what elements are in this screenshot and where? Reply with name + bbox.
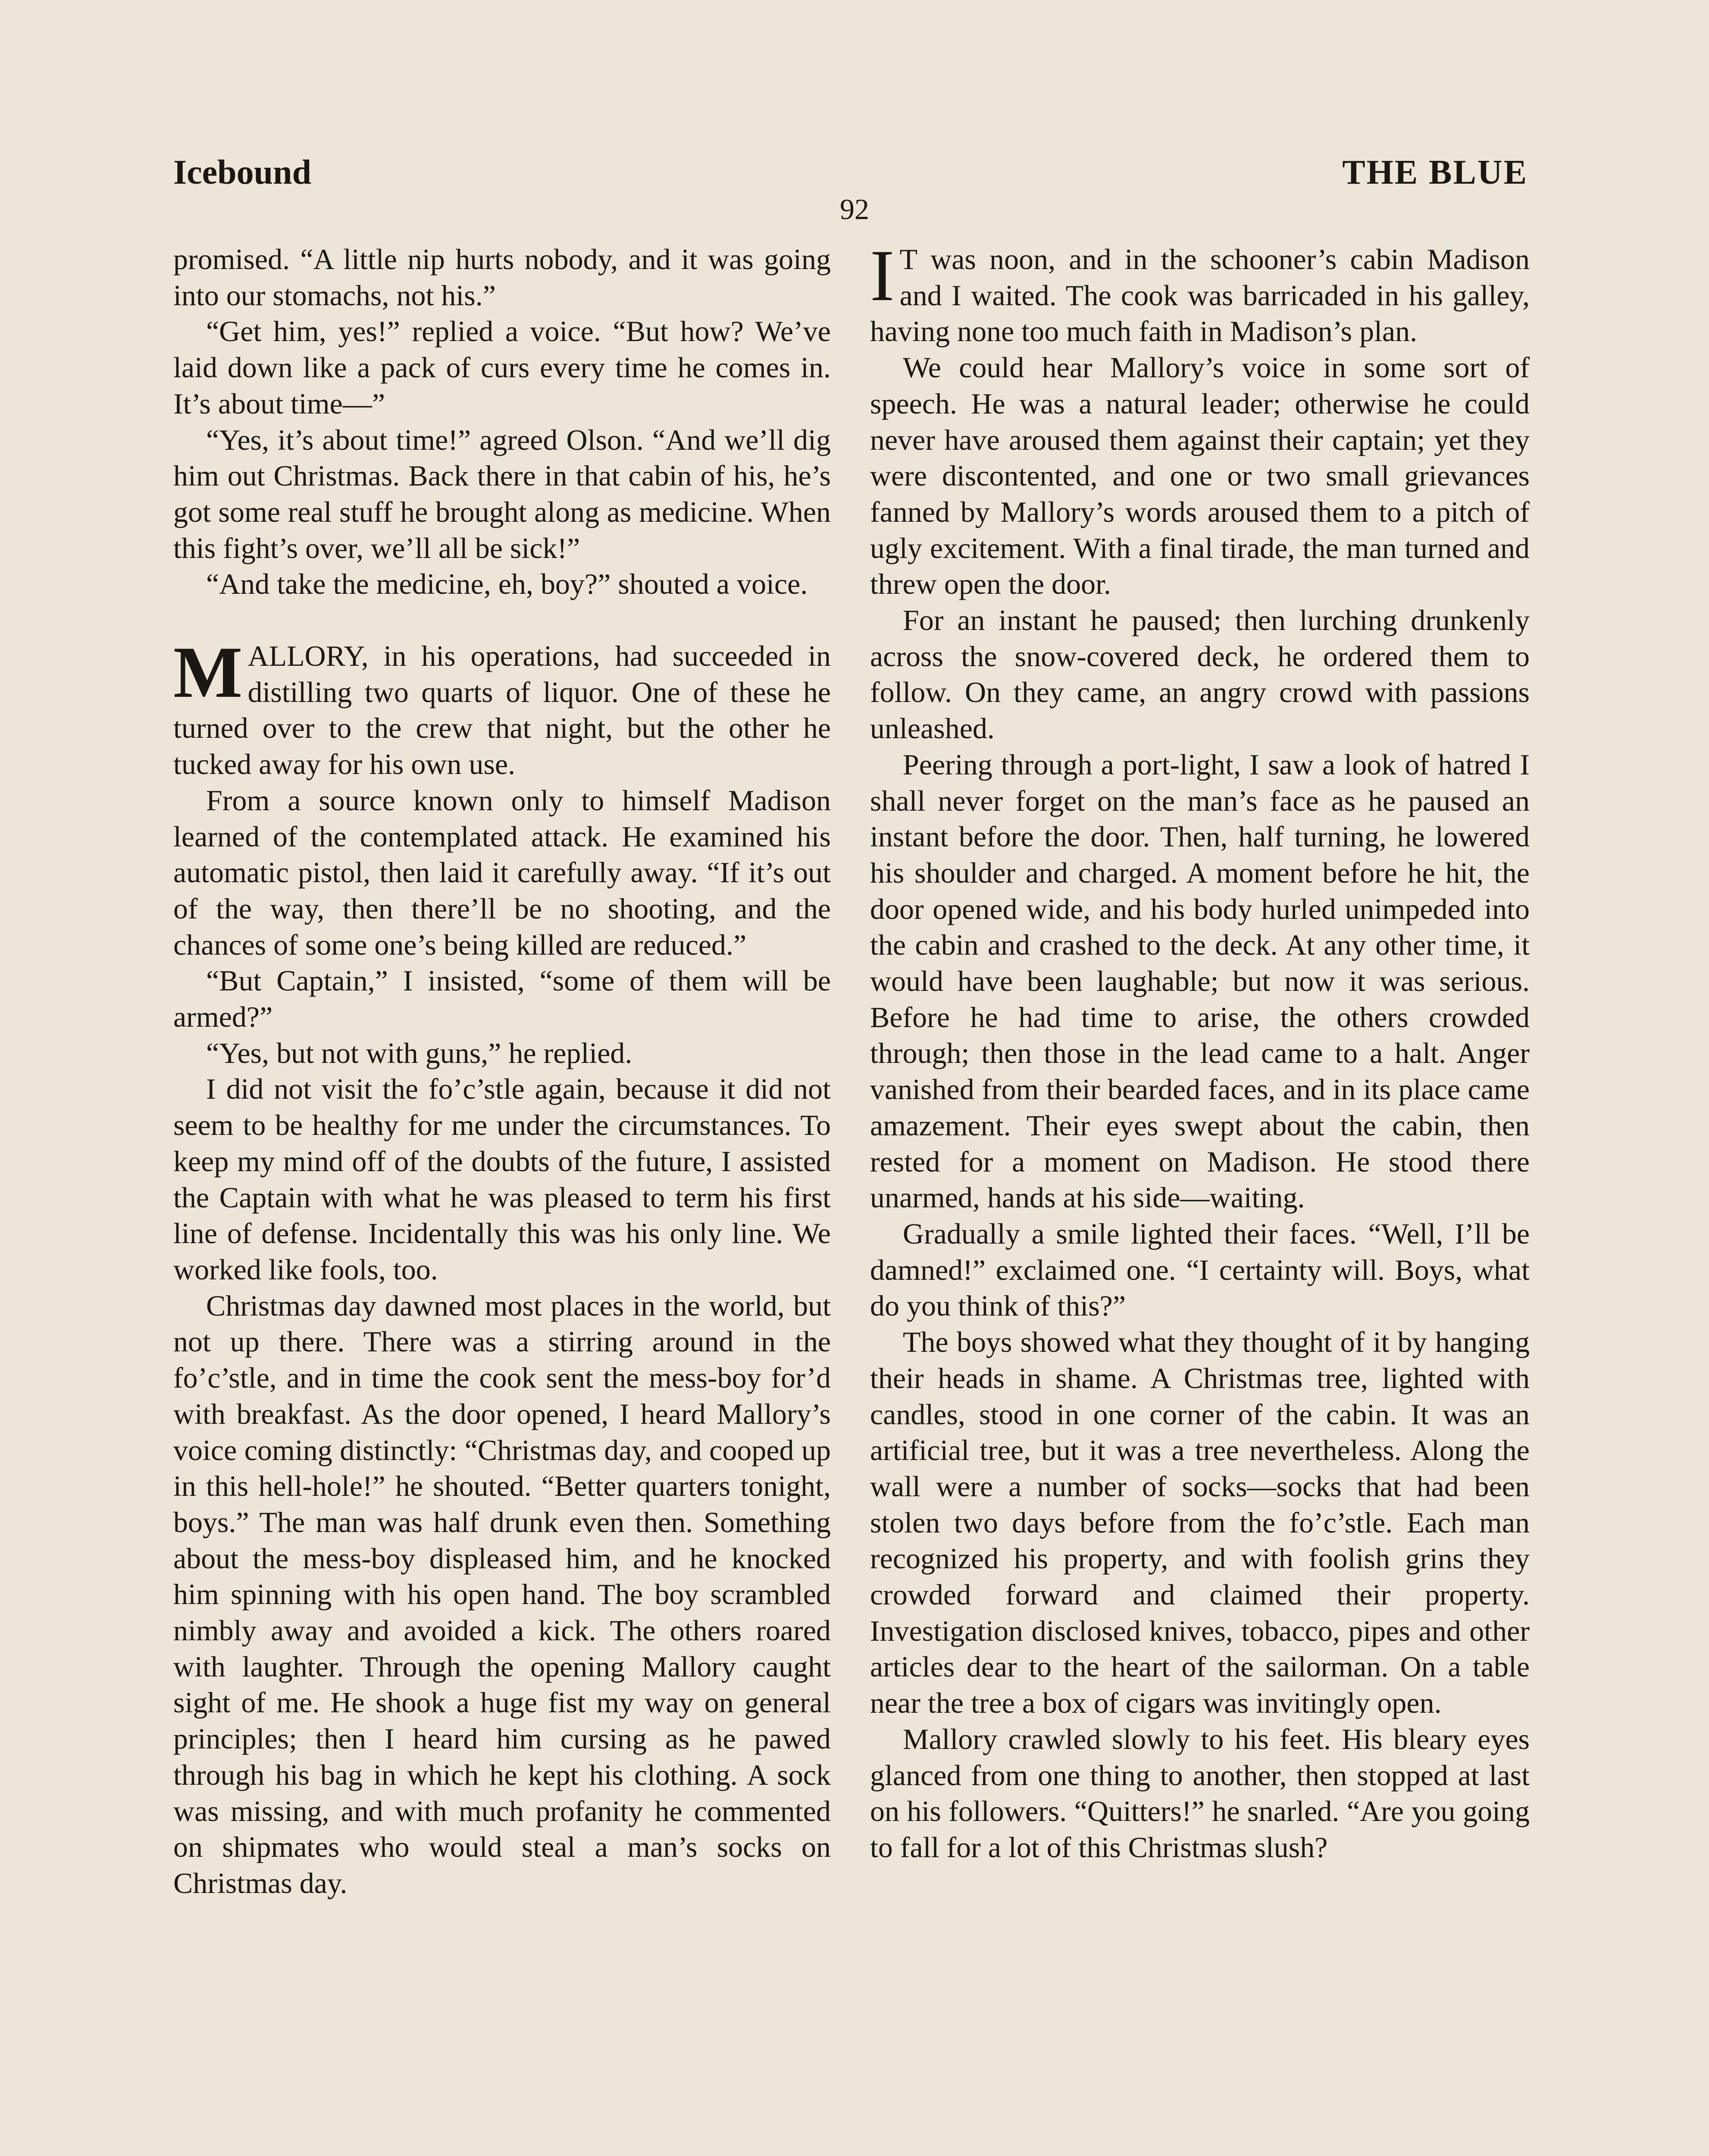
page-number: 92: [840, 193, 869, 226]
section-paragraph: [173, 632, 831, 783]
paragraph: promised. “A little nip hurts nobody, and it was going into our stomachs, not his.”: [173, 243, 831, 312]
paragraph: From a source known only to himself Madison learned of the contemplated attack. He examined his automatic pistol, then laid it carefully away. “If it’s out of the way, then there’ll be no shooting, and the chances of some one’s being killed are reduced.”: [173, 783, 831, 961]
magazine-title: THE BLUE: [1342, 154, 1528, 191]
paragraph: We could hear Mallory’s voice in some sort of speech. He was a natural leader; otherwise he could never have aroused them against their captain; yet they were discontented, and one or two small grievances fanned by Mallory’s words aroused them to a pitch of ugly excitement. With a final tirade, the man turned and threw open the door.: [870, 351, 1530, 601]
paragraph: Peering through a port-light, I saw a look of hatred I shall never forget on the man’s face as he paused an instant before the door. Then, half turning, he lowered his shoulder and charged. A moment before he hit, the door opened wide, and his body hurled unimpeded into the cabin and crashed to the deck. At any other time, it would have been laughable; but now it was serious. Before he had time to arise, the others crowded through; then those in the lead came to a halt. Anger vanished from their bearded faces, and in its place came amazement. Their eyes swept about the cabin, then rested for a moment on Madison. He stood there unarmed, hands at his side—waiting.: [870, 748, 1530, 1214]
paragraph-text: ALLORY, in his operations, had succeeded in distilling two quarts of liquor. One of these he turned over to the crew that night, but the other he tucked away for his own use.: [173, 639, 831, 781]
paragraph: “And take the medicine, eh, boy?” shouted a voice.: [206, 567, 808, 601]
paragraph: Mallory crawled slowly to his feet. His bleary eyes glanced from one thing to another, then stopped at last on his followers. “Quitters!” he snarled. “Are you going to fall for a lot of this Christmas slush?: [870, 1722, 1530, 1864]
drop-cap: M: [173, 632, 243, 713]
paragraph-text: T was noon, and in the schooner’s cabin Madison and I waited. The cook was barricaded in his galley, having none too much faith in Madison’s plan.: [870, 243, 1530, 348]
paragraph: The boys showed what they thought of it by hanging their heads in shame. A Christmas tree, lighted with candles, stood in one corner of the cabin. It was an artificial tree, but it was a tree nevertheless. Along the wall were a number of socks—socks that had been stolen two days before from the fo’c’stle. Each man recognized his property, and with foolish grins they crowded forward and claimed their property. Investigation disclosed knives, tobacco, pipes and other articles dear to the heart of the sailorman. On a table near the tree a box of cigars was invitingly open.: [870, 1326, 1530, 1720]
paragraph: “Get him, yes!” replied a voice. “But how? We’ve laid down like a pack of curs every time he comes in. It’s about time—”: [173, 315, 831, 420]
paragraph: Gradually a smile lighted their faces. “Well, I’ll be damned!” exclaimed one. “I certainty will. Boys, what do you think of this?”: [870, 1217, 1530, 1322]
paragraph: For an instant he paused; then lurching drunkenly across the snow-covered deck, he ordered them to follow. On they came, an angry crowd with passions unleashed.: [870, 604, 1530, 745]
paragraph: Christmas day dawned most places in the world, but not up there. There was a stirring around in the fo’c’stle, and in time the cook sent the mess-boy for’d with breakfast. As the door opened, I heard Mallory’s voice coming distinctly: “Christmas day, and cooped up in this hell-hole!” he shouted. “Better quarters tonight, boys.” The man was half drunk even then. Something about the mess-boy displeased him, and he knocked him spinning with his open hand. The boy scrambled nimbly away and avoided a kick. The others roared with laughter. Through the opening Mallory caught sight of me. He shook a huge fist my way on general principles; then I heard him cursing as he pawed through his bag in which he kept his clothing. A sock was missing, and with much profanity he commented on shipmates who would steal a man’s socks on Christmas day.: [173, 1289, 831, 1899]
paragraph: “Yes, but not with guns,” he replied.: [206, 1036, 632, 1069]
story-title: Icebound: [173, 154, 312, 191]
paragraph: “Yes, it’s about time!” agreed Olson. “And we’ll dig him out Christmas. Back there in that cabin of his, he’s got some real stuff he brought along as medicine. When this fight’s over, we’ll all be sick!”: [173, 423, 831, 564]
paragraph: I did not visit the fo’c’stle again, because it did not seem to be healthy for me under the circumstances. To keep my mind off of the doubts of the future, I assisted the Captain with what he was pleased to term his first line of defense. Incidentally this was his only line. We worked like fools, too.: [173, 1072, 831, 1286]
drop-cap: I: [870, 241, 895, 316]
left-column: [173, 241, 831, 2156]
right-column: [870, 241, 1530, 2156]
section-paragraph: [870, 241, 1530, 350]
paragraph: “But Captain,” I insisted, “some of them will be armed?”: [173, 964, 831, 1034]
